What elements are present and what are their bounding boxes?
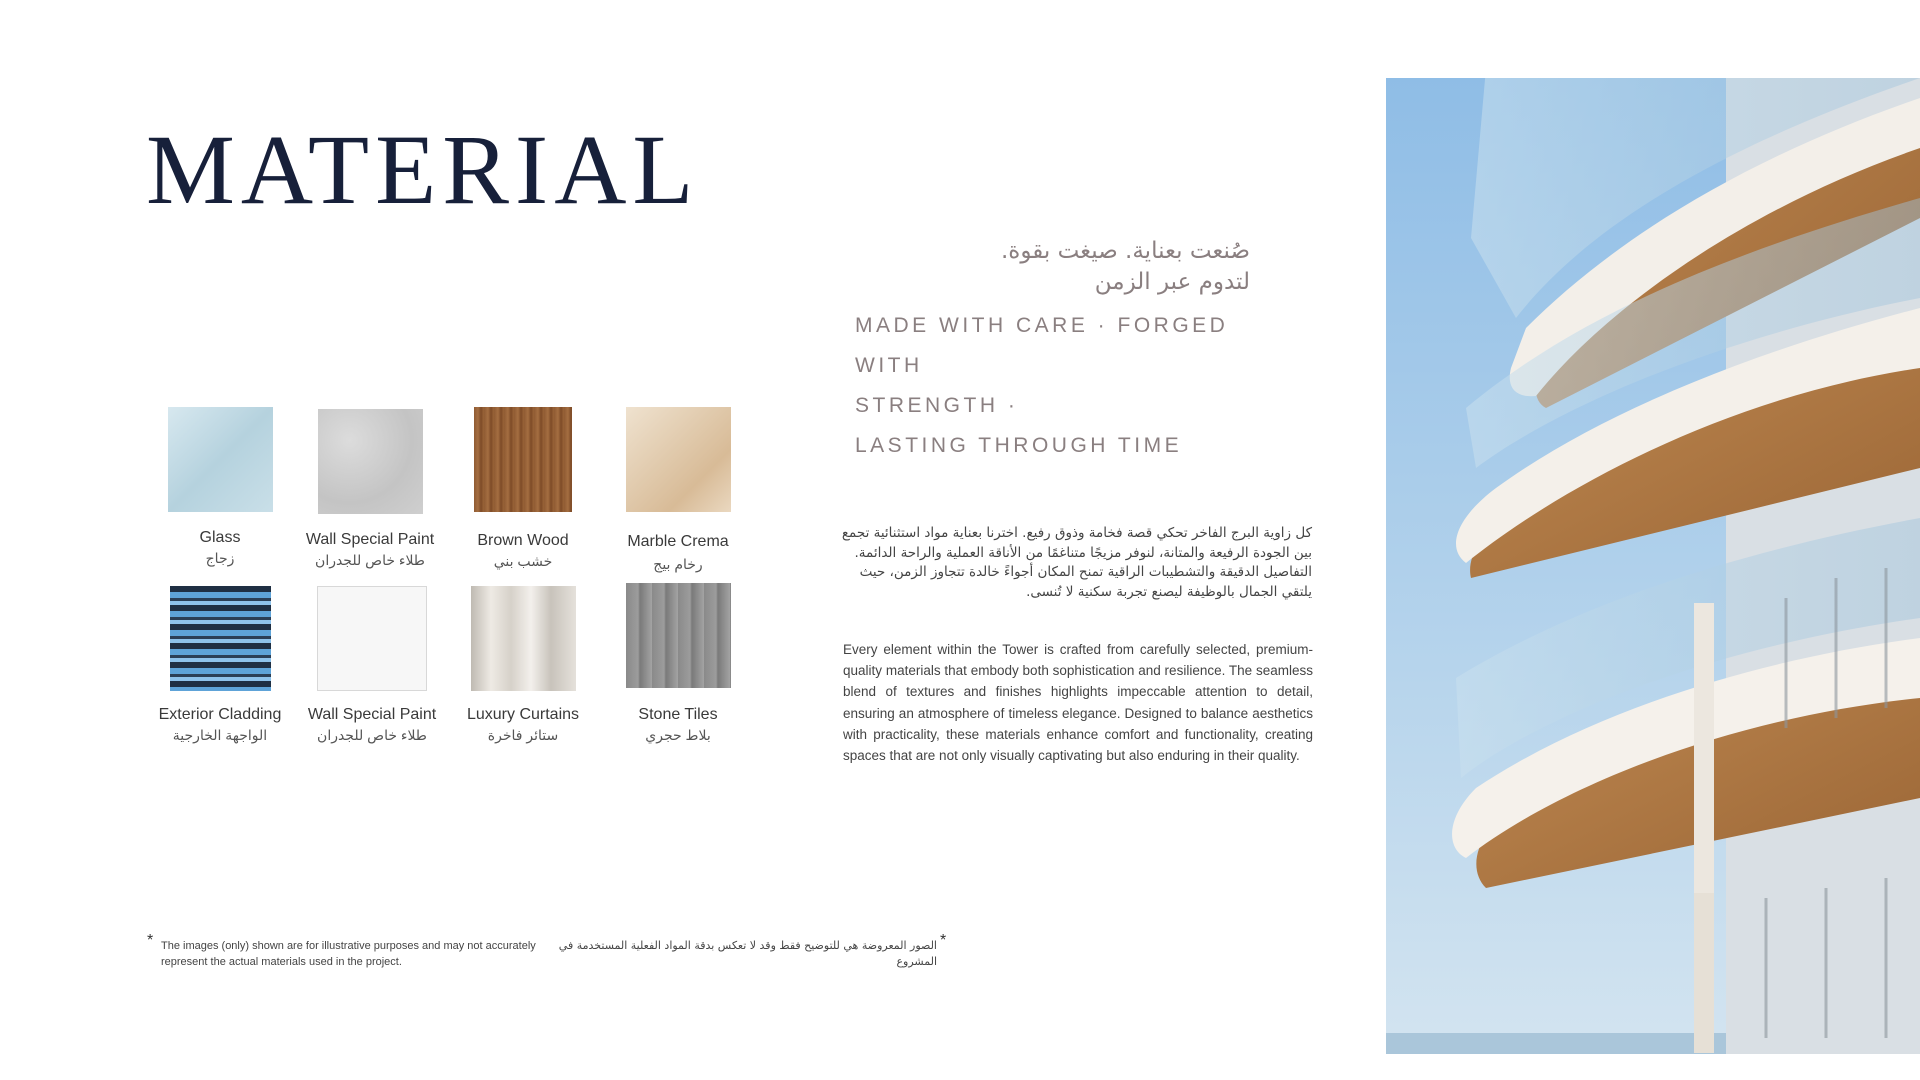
material-tile-luxury-curtains xyxy=(443,586,603,745)
material-name-arabic: بلاط حجري xyxy=(645,727,711,743)
tagline xyxy=(855,236,1250,466)
marble-swatch-image xyxy=(626,407,731,512)
description-arabic: كل زاوية البرج الفاخر تحكي قصة فخامة وذوق رفيع. اخترنا بعناية مواد استثنائية تجمع بين الجودة الرفيعة والمتانة، لنوفر مزيجًا متناغمًا من الأناقة العملية والراحة الدائمة. التفاصيل الدقيقة والتشطيبات الراقية تمنح المكان أجواءً خالدة تتجاوز الزمن، حيث يلتقي الجمال بالوظيفة ليصنع تجربة سكنية لا تُنسى. xyxy=(841,525,1312,600)
tagline-english-line-2: STRENGTH · xyxy=(855,394,1019,417)
page-title: MATERIAL xyxy=(146,114,700,225)
material-tile-marble-crema xyxy=(598,407,758,574)
tagline-english-line-3: LASTING THROUGH TIME xyxy=(855,434,1183,457)
material-tile-brown-wood xyxy=(443,407,603,571)
material-name-arabic: زجاج xyxy=(205,550,235,566)
tagline-arabic-line-2: لتدوم عبر الزمن xyxy=(1094,269,1250,295)
material-name-arabic: طلاء خاص للجدران xyxy=(315,552,425,568)
footnote-star: * xyxy=(147,932,154,949)
material-tile-glass xyxy=(140,407,300,568)
material-tile-exterior-cladding xyxy=(140,586,300,745)
material-name-arabic: طلاء خاص للجدران xyxy=(317,727,427,743)
tagline-arabic-line-1: صُنعت بعناية. صيغت بقوة. xyxy=(1000,238,1250,264)
material-name: Marble Crema xyxy=(627,533,729,550)
tagline-english xyxy=(855,306,1250,466)
material-name: Stone Tiles xyxy=(638,706,718,723)
material-name: Wall Special Paint xyxy=(305,531,435,548)
material-name-arabic: رخام بيج xyxy=(653,556,703,572)
material-name: Luxury Curtains xyxy=(466,706,580,723)
curtains-swatch-image xyxy=(471,586,576,691)
tower-balconies-photo xyxy=(1386,78,1920,1054)
material-name: Glass xyxy=(199,529,241,546)
building-illustration xyxy=(1386,78,1920,1054)
material-tile-wall-paint-white xyxy=(292,586,452,745)
footnote-arabic: الصور المعروضة هي للتوضيح فقط وقد لا تعكس بدقة المواد الفعلية المستخدمة في المشروع xyxy=(558,939,937,968)
material-name: Exterior Cladding xyxy=(158,706,282,723)
stone-swatch-image xyxy=(626,583,731,688)
material-name-arabic: الواجهة الخارجية xyxy=(172,727,268,743)
cladding-swatch-image xyxy=(170,586,271,691)
glass-swatch-image xyxy=(168,407,273,512)
white-paint-swatch-image xyxy=(317,586,427,691)
material-name-arabic: ستائر فاخرة xyxy=(487,727,559,743)
material-name-arabic: خشب بني xyxy=(493,553,553,569)
material-tile-wall-paint-grey xyxy=(290,409,450,570)
material-name: Wall Special Paint xyxy=(307,706,437,723)
wood-swatch-image xyxy=(474,407,572,512)
material-name: Brown Wood xyxy=(477,532,569,549)
footnote-english: The images (only) shown are for illustrative purposes and may not accurately represent the actual materials used in the project. xyxy=(161,940,536,968)
material-tile-stone-tiles xyxy=(598,583,758,745)
tagline-english-line-1: MADE WITH CARE · FORGED WITH xyxy=(855,314,1229,377)
footnote-star-arabic: * xyxy=(940,932,947,949)
grey-paint-swatch-image xyxy=(318,409,423,514)
description-english: Every element within the Tower is crafted from carefully selected, premium-quality materials that embody both sophistication and resilience. The seamless blend of textures and finishes highlights impeccable attention to detail, ensuring an atmosphere of timeless elegance. Designed to balance aesthetics with practicality, these materials enhance comfort and functionality, creating spaces that are not only visually captivating but also enduring in their quality. xyxy=(843,642,1313,764)
